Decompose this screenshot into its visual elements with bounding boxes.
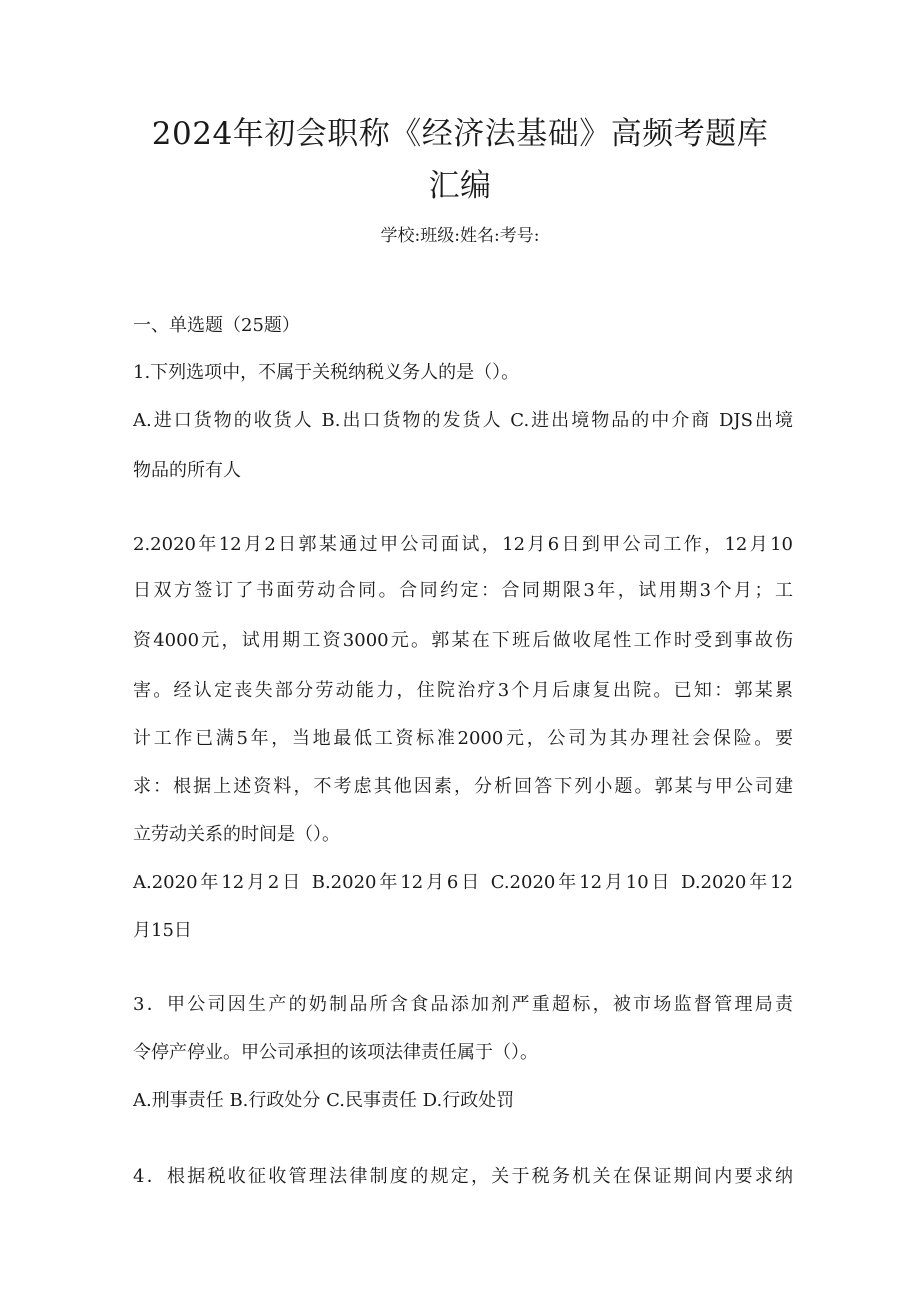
question-1-stem: 1.下列选项中，不属于关税纳税义务人的是（）。 xyxy=(133,362,520,383)
document-title-line-1: 2024年初会职称《经济法基础》高频考题库 xyxy=(151,116,769,152)
question-3-line: 3．甲公司因生产的奶制品所含食品添加剂严重超标，被市场监督管理局责 xyxy=(133,994,793,1015)
question-1-options: A.进口货物的收货人 B.出口货物的发货人 C.进出境物品的中介商 DJS出境 xyxy=(133,410,793,431)
question-3-line: 令停产停业。甲公司承担的该项法律责任属于（）。 xyxy=(133,1042,538,1063)
question-2-line: 2.2020年12月2日郭某通过甲公司面试，12月6日到甲公司工作，12月10 xyxy=(133,534,793,555)
question-4-line: 4．根据税收征收管理法律制度的规定，关于税务机关在保证期间内要求纳 xyxy=(133,1166,793,1187)
question-2-line: 害。经认定丧失部分劳动能力，住院治疗3个月后康复出院。已知：郭某累 xyxy=(133,680,793,701)
question-2-options: A.2020年12月2日 B.2020年12月6日 C.2020年12月10日 D.2020年12 xyxy=(133,872,793,893)
question-2-line: 资4000元，试用期工资3000元。郭某在下班后做收尾性工作时受到事故伤 xyxy=(133,630,793,651)
document-title-line-2: 汇编 xyxy=(428,168,492,204)
section-heading: 一、单选题（25题） xyxy=(133,315,300,336)
question-2-line: 日双方签订了书面劳动合同。合同约定：合同期限3年，试用期3个月；工 xyxy=(133,580,793,601)
question-2-line: 计工作已满5年，当地最低工资标准2000元，公司为其办理社会保险。要 xyxy=(133,728,793,749)
question-2-options-cont: 月15日 xyxy=(133,920,192,941)
question-2-line: 立劳动关系的时间是（）。 xyxy=(133,824,340,845)
question-1-options-cont: 物品的所有人 xyxy=(133,460,241,481)
question-2-line: 求：根据上述资料，不考虑其他因素，分析回答下列小题。郭某与甲公司建 xyxy=(133,776,793,797)
question-3-options: A.刑事责任 B.行政处分 C.民事责任 D.行政处罚 xyxy=(133,1090,515,1111)
student-info-line: 学校:班级:姓名:考号: xyxy=(380,226,540,246)
